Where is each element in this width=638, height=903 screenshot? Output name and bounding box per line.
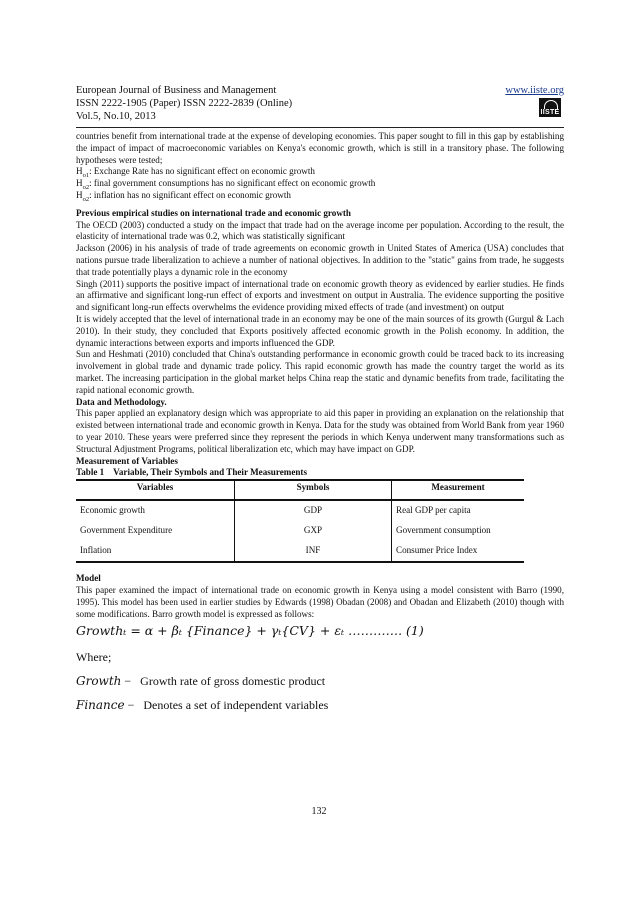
issn-line: ISSN 2222-1905 (Paper) ISSN 2222-2839 (Online) <box>76 98 293 109</box>
iiste-logo: IISTE <box>539 98 561 117</box>
definition-finance: Finance − Denotes a set of independent variables <box>76 698 329 713</box>
paragraph-jackson: Jackson (2006) in his analysis of trade of trade agreements on economic growth in United States of America (USA) concludes that nations pursue trade liberalization to achieve a number of national objectives. In addition to the "static" gains from trade, he suggests that trade potentially plays a dynamic role in the economy <box>76 243 564 277</box>
section-heading-empirical: Previous empirical studies on international trade and economic growth <box>76 207 351 218</box>
table-row <box>76 521 524 541</box>
table-cell: GDP <box>235 500 392 521</box>
journal-header <box>76 84 564 123</box>
table-header-cell: Symbols <box>235 480 392 500</box>
table-caption: Table 1 Variable, Their Symbols and Their Measurements <box>76 467 308 478</box>
table-row <box>76 500 524 521</box>
hypothesis-3: $H_{o2}$: inflation has no significant effect on economic growth <box>76 189 291 203</box>
definition-growth: Growth − Growth rate of gross domestic product <box>76 674 326 689</box>
table-cell: Government consumption <box>392 521 525 541</box>
section-heading-data: Data and Methodology. <box>76 396 167 407</box>
table-cell: GXP <box>235 521 392 541</box>
paragraph-data: This paper applied an explanatory design which was appropriate to aid this paper in providing an explanation on the relationship that existed between international trade and economic growth in Kenya. Data for the study was obtained from World Bank from year 1960 to year 2010. These years were preferred since they represent the periods in which Kenya underwent many transformations such as Structural Adjustment Programs, political liberalization etc, which may have impact on GDP. <box>76 408 564 454</box>
volume-line: Vol.5, No.10, 2013 <box>76 111 156 122</box>
table-cell: Real GDP per capita <box>392 500 525 521</box>
table-cell: Government Expenditure <box>80 525 173 536</box>
journal-url-link[interactable]: www.iiste.org <box>505 85 564 96</box>
header-rule <box>76 127 564 128</box>
table-cell: INF <box>235 541 392 562</box>
hypothesis-1: $H_{o1}$: Exchange Rate has no significant effect on economic growth <box>76 166 315 180</box>
paragraph-sun: Sun and Heshmati (2010) concluded that China's outstanding performance in economic growth could be traced back to its increasing involvement in global trade and dynamic trade policy. This rapid economic growth has made the country target the world as its market. The increasing participation in the global market helps China reap the static and dynamic benefits from trade, facilitating the rapid national economic growth. <box>76 349 564 395</box>
growth-equation: Growthₜ = α + βₜ {Finance} + γₜ{CV} + εₜ …………. (1) <box>76 623 424 639</box>
paragraph-singh: Singh (2011) supports the positive impact of international trade on economic growth theory as evidenced by earlier studies. He finds an affirmative and significant long-run effect of exports and investment on output in Australia. The evidence supporting the positive and significant long-run effects overwhelms the evidence providing mixed effects of trade (and investment) on output <box>76 278 564 313</box>
table-cell: Inflation <box>80 545 112 556</box>
table-row <box>76 541 524 562</box>
table-cell: Consumer Price Index <box>392 541 525 562</box>
where-label: Where; <box>76 650 112 665</box>
table-cell: Economic growth <box>80 505 145 516</box>
subheading-measurement: Measurement of Variables <box>76 455 178 466</box>
table-header-cell: Variables <box>136 482 174 493</box>
variables-table <box>76 479 524 563</box>
page-number: 132 <box>311 806 327 817</box>
paragraph-gurgul: It is widely accepted that the level of international trade in an economy may be one of the main sources of its growth (Gurgul & Lach 2010). In their study, they concluded that Exports positively affected economic growth in the Polish economy. In addition, the dynamic interactions between exports and imports influenced the GDP. <box>76 313 564 348</box>
intro-paragraph: countries benefit from international trade at the expense of developing economies. This paper sought to fill in this gap by establishing the impact of impact of macroeconomic variables on Kenya's economic growth, which is still in a transitory phase. The following hypotheses were tested; <box>76 131 564 165</box>
paragraph-model: This paper examined the impact of international trade on economic growth in Kenya using a model consistent with Barro (1990, 1995). This model has been used in earlier studies by Edwards (1998) Obadan (2008) and Obadan and Elizabeth (2010) though with some modifications. Barro growth model is expressed as follows: <box>76 584 564 619</box>
paragraph-oecd: The OECD (2003) conducted a study on the impact that trade had on the average income per population. According to the result, the elasticity of international trade was 0.2, which was statistically significant <box>76 219 564 242</box>
table-header-row <box>76 480 524 500</box>
hypothesis-2: $H_{o2}$: final government consumptions has no significant effect on economic growth <box>76 178 376 191</box>
table-header-cell: Measurement <box>392 480 525 500</box>
article-body <box>76 131 564 713</box>
section-heading-model: Model <box>76 573 101 584</box>
journal-title: European Journal of Business and Management <box>76 85 277 96</box>
